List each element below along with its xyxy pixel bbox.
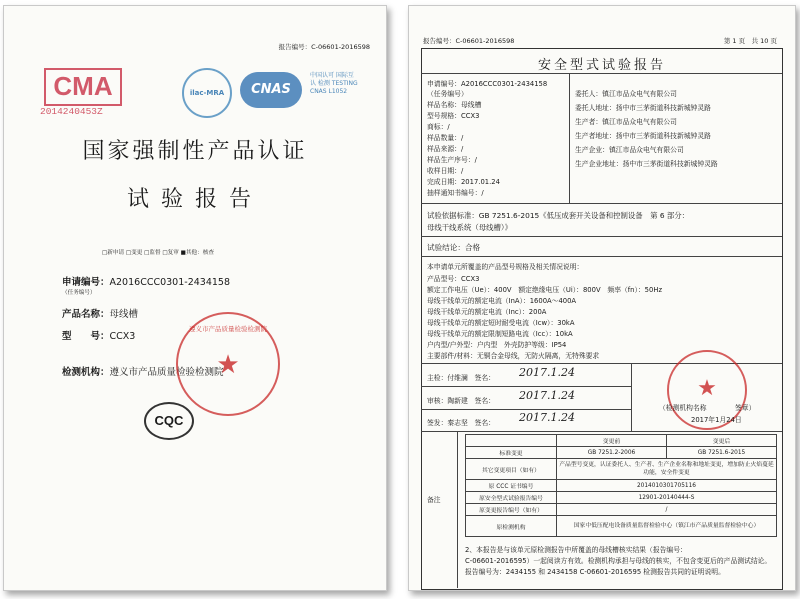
test-basis-line1: 试验依据标准：GB 7251.6-2015《低压成套开关设备和控制设备 第 6 部分： — [427, 211, 690, 220]
sig-name: 秦志坚 — [447, 419, 468, 427]
checkbox-change: □变更 — [125, 250, 143, 256]
left-report-number: 报告编号：C-06601-2016598 — [278, 43, 370, 51]
change-table — [465, 434, 777, 537]
checkbox-new: □新申请 — [102, 250, 125, 256]
table-cell: GB 7251.6-2015 — [666, 447, 776, 459]
certificate-title-line1: 国家强制性产品认证 — [82, 139, 308, 164]
scope-line: 户内型/户外型：户内型 外壳防护等级：IP54 — [427, 341, 567, 349]
checkbox-review: □复审 — [162, 250, 179, 256]
table-cell: 其它变更项目（如有） — [466, 459, 557, 480]
seal-star-icon: ★ — [697, 376, 717, 401]
info-receive-date: 收样日期：/ — [427, 167, 464, 175]
signature-row-issue — [427, 417, 495, 427]
cnas-logo: CNAS — [240, 72, 302, 108]
seal-star-icon: ★ — [216, 350, 240, 380]
ccc-logo: CQC — [144, 402, 194, 440]
scope-line: 母线干线单元的额定电流（InA）：1600A～400A — [427, 297, 577, 305]
right-report-number: 报告编号：C-06601-2016598 — [423, 37, 515, 45]
field-application-no — [62, 274, 230, 288]
cma-logo: CMA — [44, 68, 122, 106]
table-cell: 变更前 — [557, 435, 667, 447]
checkbox-supervision: □监督 — [144, 250, 161, 256]
divider — [421, 409, 631, 410]
signature-row-main — [427, 372, 495, 382]
scope-line: 产品型号：CCX3 — [427, 275, 480, 283]
divider — [421, 203, 782, 204]
sig-date-main: 2017.1.24 — [519, 366, 575, 379]
footnote-line3: 报告编号为：2434155 和 2434158 C-06601-2016595 检测报告共同的证明说明。 — [465, 568, 725, 576]
info-complete-date: 完成日期：2017.01.24 — [427, 178, 500, 186]
left-red-seal — [176, 312, 280, 416]
table-cell: 原变更报告编号（如有） — [466, 504, 557, 516]
field-product-name — [62, 306, 138, 320]
scope-line: 母线干线单元的额定电流（Inc）：200A — [427, 308, 547, 316]
table-cell: 标准变更 — [466, 447, 557, 459]
table-row — [466, 516, 777, 537]
sig-role: 审核： — [427, 397, 448, 405]
test-conclusion: 试验结论：合格 — [427, 243, 481, 252]
checkbox-other: ■其他：核查 — [180, 250, 214, 256]
divider — [421, 431, 782, 432]
scope-line: 主要部件/材料：无铜合金母线，无防火隔离，无特殊要求 — [427, 352, 600, 360]
sig-label: 签名： — [474, 419, 495, 427]
table-cell: 原安全型式试验报告编号 — [466, 492, 557, 504]
stamp-date: 2017年1月24日 — [691, 416, 742, 424]
info-sample-qty: 样品数量：/ — [427, 134, 464, 142]
table-cell: 产品型号变更，认证委托人、生产者、生产企业名称和地址变更，增加防止火焰蔓延功能，安全件变更 — [557, 459, 777, 480]
divider — [631, 363, 632, 431]
page-indicator: 第 1 页 共 10 页 — [723, 37, 777, 45]
field-label: 产品名称： — [62, 309, 110, 320]
table-cell: 原 CCC 证书编号 — [466, 480, 557, 492]
scope-line: 母线干线单元的额定短时耐受电流（Icw）：30kA — [427, 319, 575, 327]
table-row — [466, 480, 777, 492]
application-type-checkboxes — [102, 248, 214, 256]
divider — [457, 431, 458, 588]
report-title: 安全型式试验报告 — [537, 58, 666, 73]
footnote-line2: C-06601-2016595）一起阅读方有效。检测机构承担与母线的核实，不包含变更后的产品测试结论。 — [465, 557, 772, 565]
table-cell: 变更后 — [666, 435, 776, 447]
table-row — [466, 504, 777, 516]
stamp-caption: （检测机构名称 — [659, 404, 707, 412]
sig-role: 主检： — [427, 374, 448, 382]
footnote-line1: 2、本报告是与该单元原检测报告中所覆盖的母线槽核实结果（报告编号： — [465, 546, 687, 554]
sig-role: 签发： — [427, 419, 448, 427]
seal-text: 遵义市产品质量检验检测院 — [189, 325, 267, 333]
info-task-no: （任务编号） — [427, 90, 468, 98]
scope-line: 额定工作电压（Ue）：400V 额定绝缘电压（Ui）：800V 频率（fn）：50Hz — [427, 286, 663, 294]
sig-name: 付维澜 — [447, 374, 468, 382]
table-row — [466, 459, 777, 480]
scope-line: 母线干线单元的额定限制短路电流（Icc）：10kA — [427, 330, 573, 338]
scope-header: 本申请单元所覆盖的产品型号规格及相关情况说明： — [427, 263, 584, 271]
info-producer: 生产者：镇江市品众电气有限公司 — [575, 118, 677, 126]
info-sample-source: 样品来源：/ — [427, 145, 464, 153]
table-cell: 原检测机构 — [466, 516, 557, 537]
table-cell: GB 7251.2-2006 — [557, 447, 667, 459]
certificate-title-line2: 试验报告 — [126, 187, 263, 212]
table-cell: 2014010301705116 — [557, 480, 777, 492]
field-label: 型 号： — [62, 331, 110, 342]
table-row — [466, 492, 777, 504]
divider — [421, 73, 782, 74]
sig-label: 签名： — [474, 397, 495, 405]
info-sampling-notice: 抽样通知书编号：/ — [427, 189, 484, 197]
field-value: CCX3 — [109, 331, 136, 342]
divider — [421, 256, 782, 257]
table-row — [466, 447, 777, 459]
field-label: 申请编号： — [62, 277, 110, 288]
info-client-address: 委托人地址：扬中市三茅街道科技新城钟灵路 — [575, 104, 711, 112]
field-model — [62, 328, 135, 342]
test-basis-line2: 母线干线系统（母线槽）》 — [427, 223, 512, 232]
right-report-page — [408, 5, 796, 591]
table-cell: 国家中低压配电设备质量监督检验中心（镇江市产品质量监督检验中心） — [557, 516, 777, 537]
signature-row-review — [427, 395, 495, 405]
sig-date-review: 2017.1.24 — [519, 389, 575, 402]
sig-name: 陶新建 — [447, 397, 468, 405]
left-certificate-page — [3, 5, 387, 591]
info-trademark: 商标：/ — [427, 123, 450, 131]
field-value: 遵义市产品质量检验检测院 — [109, 367, 224, 378]
table-row — [466, 435, 777, 447]
divider — [421, 236, 782, 237]
field-value: A2016CCC0301-2434158 — [109, 277, 231, 288]
info-sample-name: 样品名称：母线槽 — [427, 101, 482, 109]
info-application-no: 申请编号：A2016CCC0301-2434158 — [427, 80, 548, 88]
field-label: 检测机构： — [62, 367, 110, 378]
table-cell — [466, 435, 557, 447]
ilac-mra-logo: ilac-MRA — [182, 68, 232, 118]
sig-label: 签名： — [474, 374, 495, 382]
field-value: 母线槽 — [109, 309, 139, 320]
table-cell: 12901-20140444-S — [557, 492, 777, 504]
info-serial-no: 样品生产序号：/ — [427, 156, 477, 164]
stamp-caption-2: 签章） — [735, 404, 756, 412]
remarks-label: 备注 — [427, 496, 441, 504]
sig-date-issue: 2017.1.24 — [519, 411, 575, 424]
field-task-no: （任务编号） — [62, 290, 96, 296]
info-factory: 生产企业：镇江市品众电气有限公司 — [575, 146, 684, 154]
table-cell: / — [557, 504, 777, 516]
info-factory-address: 生产企业地址：扬中市三茅街道科技新城钟灵路 — [575, 160, 718, 168]
cnas-accreditation-text: 中国认可 国际互认 检测 TESTING CNAS L1052 — [310, 72, 358, 95]
divider — [569, 73, 570, 203]
divider — [421, 386, 631, 387]
info-producer-address: 生产者地址：扬中市三茅街道科技新城钟灵路 — [575, 132, 711, 140]
info-model-spec: 型号规格：CCX3 — [427, 112, 480, 120]
info-client: 委托人：镇江市品众电气有限公司 — [575, 90, 677, 98]
cma-number: 2014240453Z — [40, 106, 103, 117]
